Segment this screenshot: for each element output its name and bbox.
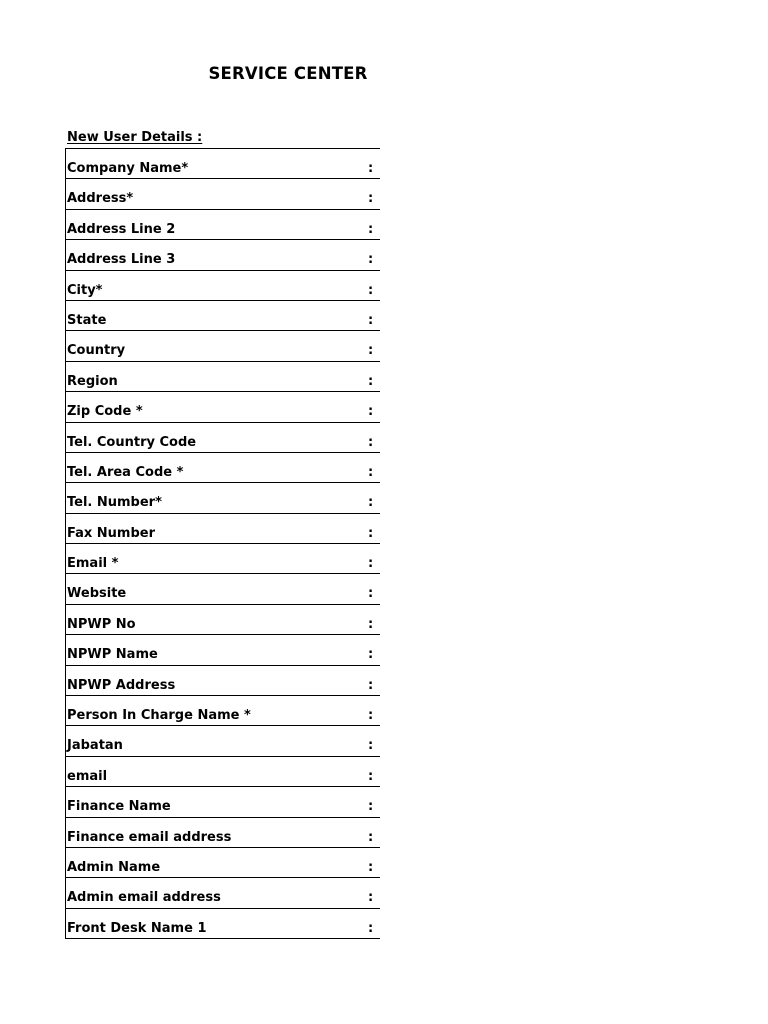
field-label: NPWP Name	[67, 647, 158, 663]
field-label: Admin email address	[67, 890, 221, 906]
field-separator: :	[368, 586, 374, 602]
field-separator: :	[368, 525, 374, 541]
form-row	[66, 149, 380, 179]
form-row	[66, 453, 380, 483]
field-separator: :	[368, 404, 374, 420]
form-row	[66, 787, 380, 817]
form-row	[66, 696, 380, 726]
form-row	[66, 666, 380, 696]
field-separator: :	[368, 829, 374, 845]
document-title: SERVICE CENTER	[208, 64, 368, 83]
field-separator: :	[368, 282, 374, 298]
field-separator: :	[368, 464, 374, 480]
field-separator: :	[368, 221, 374, 237]
field-label: NPWP No	[67, 616, 136, 632]
field-label: Tel. Area Code *	[67, 464, 184, 480]
form-row	[66, 574, 380, 604]
field-label: Website	[67, 586, 127, 602]
field-separator: :	[368, 373, 374, 389]
field-separator: :	[368, 799, 374, 815]
form-row	[66, 848, 380, 878]
field-label: Finance email address	[67, 829, 232, 845]
form-row	[66, 392, 380, 422]
field-separator: :	[368, 738, 374, 754]
form-row	[66, 240, 380, 270]
field-label: State	[67, 312, 107, 328]
field-separator: :	[368, 495, 374, 511]
field-label: Finance Name	[67, 799, 171, 815]
form-row	[66, 179, 380, 209]
field-separator: :	[368, 859, 374, 875]
field-label: Zip Code *	[67, 404, 143, 420]
form-row	[66, 514, 380, 544]
form-row	[66, 210, 380, 240]
form-row	[66, 331, 380, 361]
form-row	[66, 423, 380, 453]
form-row	[66, 271, 380, 301]
field-label: Address Line 2	[67, 221, 176, 237]
field-separator: :	[368, 161, 374, 176]
field-label: Address Line 3	[67, 252, 176, 268]
field-label: Company Name*	[67, 161, 189, 176]
field-label: Admin Name	[67, 859, 161, 875]
field-label: Fax Number	[67, 525, 156, 541]
field-label: email	[67, 768, 108, 784]
field-label: Address*	[67, 191, 134, 207]
field-label: Tel. Number*	[67, 495, 162, 511]
field-separator: :	[368, 252, 374, 268]
user-details-table	[65, 148, 380, 939]
field-separator: :	[368, 920, 374, 936]
field-separator: :	[368, 191, 374, 207]
field-separator: :	[368, 616, 374, 632]
form-row	[66, 362, 380, 392]
section-label: New User Details :	[67, 130, 203, 145]
field-separator: :	[368, 708, 374, 724]
field-separator: :	[368, 768, 374, 784]
form-row	[66, 483, 380, 513]
field-label: Front Desk Name 1	[67, 920, 207, 936]
form-row	[66, 726, 380, 756]
field-separator: :	[368, 677, 374, 693]
field-label: Person In Charge Name *	[67, 708, 251, 724]
field-label: Email *	[67, 556, 119, 572]
form-row	[66, 818, 380, 848]
field-separator: :	[368, 434, 374, 450]
form-row	[66, 301, 380, 331]
field-label: City*	[67, 282, 103, 298]
form-row	[66, 544, 380, 574]
field-separator: :	[368, 556, 374, 572]
field-label: Region	[67, 373, 118, 389]
field-label: NPWP Address	[67, 677, 176, 693]
field-separator: :	[368, 343, 374, 359]
field-label: Tel. Country Code	[67, 434, 197, 450]
field-label: Country	[67, 343, 126, 359]
field-separator: :	[368, 890, 374, 906]
field-separator: :	[368, 312, 374, 328]
form-row	[66, 878, 380, 908]
field-separator: :	[368, 647, 374, 663]
form-row	[66, 909, 380, 939]
form-row	[66, 757, 380, 787]
field-label: Jabatan	[67, 738, 123, 754]
form-row	[66, 605, 380, 635]
form-row	[66, 635, 380, 665]
